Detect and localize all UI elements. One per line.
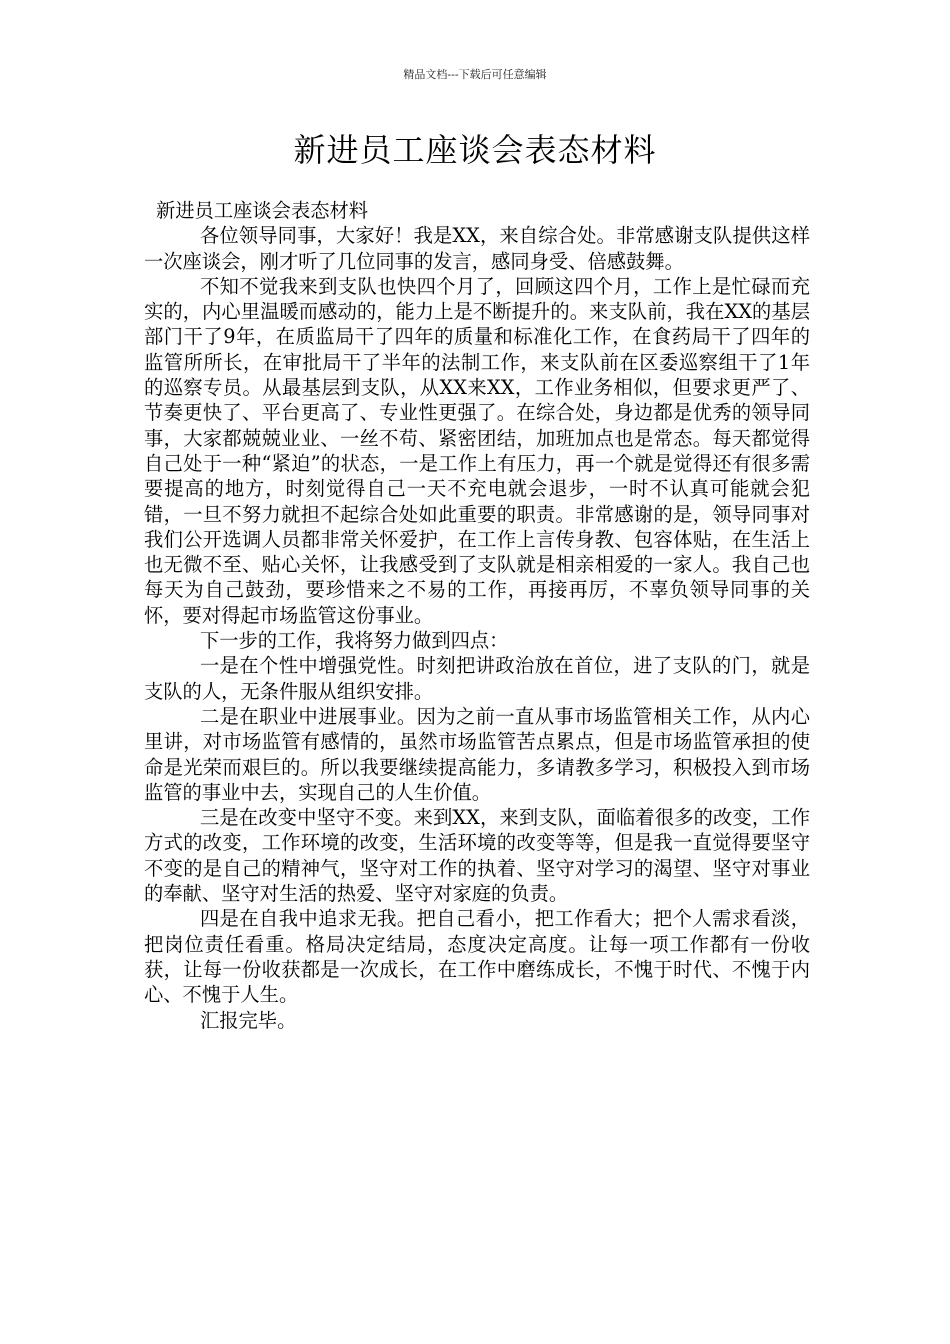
paragraph-greeting: 各位领导同事，大家好！我是XX，来自综合处。非常感谢支队提供这样一次座谈会，刚才听了几位同事的发言，感同身受、倍感鼓舞。 [144,224,810,273]
page-header-watermark: 精品文档---下载后可任意编辑 [403,68,547,81]
paragraph-experience: 不知不觉我来到支队也快四个月了，回顾这四个月，工作上是忙碌而充实的，内心里温暖而感动的，能力上是不断提升的。来支队前，我在XX的基层部门干了9年，在质监局干了四年的质量和标准化工作，在食药局干了四年的监管所所长，在审批局干了半年的法制工作，来支队前在区委巡察组干了1年的巡察专员。从最基层到支队，从XX来XX，工作业务相似，但要求更严了、节奏更快了、平台更高了、专业性更强了。在综合处，身边都是优秀的领导同事，大家都兢兢业业、一丝不苟、紧密团结，加班加点也是常态。每天都觉得自己处于一种“紧迫”的状态，一是工作上有压力，再一个就是觉得还有很多需要提高的地方，时刻觉得自己一天不充电就会退步，一时不认真可能就会犯错，一旦不努力就担不起综合处如此重要的职责。非常感谢的是，领导同事对我们公开选调人员都非常关怀爱护，在工作上言传身教、包容体贴，在生活上也无微不至、贴心关怀，让我感受到了支队就是相亲相爱的一家人。我自己也每天为自己鼓劲，要珍惜来之不易的工作，再接再厉，不辜负领导同事的关怀，要对得起市场监管这份事业。 [144,274,810,627]
document-body [144,198,810,1033]
paragraph-point-four: 四是在自我中追求无我。把自己看小，把工作看大；把个人需求看淡，把岗位责任看重。格局决定结局，态度决定高度。让每一项工作都有一份收获，让每一份收获都是一次成长，在工作中磨练成长，不愧于时代、不愧于内心、不愧于人生。 [144,907,810,1007]
document-title: 新进员工座谈会表态材料 [293,131,657,169]
document-subtitle: 新进员工座谈会表态材料 [156,199,369,222]
paragraph-closing: 汇报完毕。 [199,1008,297,1032]
paragraph-next-steps-intro: 下一步的工作，我将努力做到四点： [199,629,509,653]
paragraph-point-two: 二是在职业中进展事业。因为之前一直从事市场监管相关工作，从内心里讲，对市场监管有感情的，虽然市场监管苦点累点，但是市场监管承担的使命是光荣而艰巨的。所以我要继续提高能力，多请教多学习，积极投入到市场监管的事业中去，实现自己的人生价值。 [144,704,810,804]
paragraph-point-three: 三是在改变中坚守不变。来到XX，来到支队，面临着很多的改变，工作方式的改变，工作环境的改变，生活环境的改变等等，但是我一直觉得要坚守不变的是自己的精神气，坚守对工作的执着、坚守对学习的渴望、坚守对事业的奉献、坚守对生活的热爱、坚守对家庭的负责。 [144,806,810,906]
paragraph-point-one: 一是在个性中增强党性。时刻把讲政治放在首位，进了支队的门，就是支队的人，无条件服从组织安排。 [144,654,810,703]
